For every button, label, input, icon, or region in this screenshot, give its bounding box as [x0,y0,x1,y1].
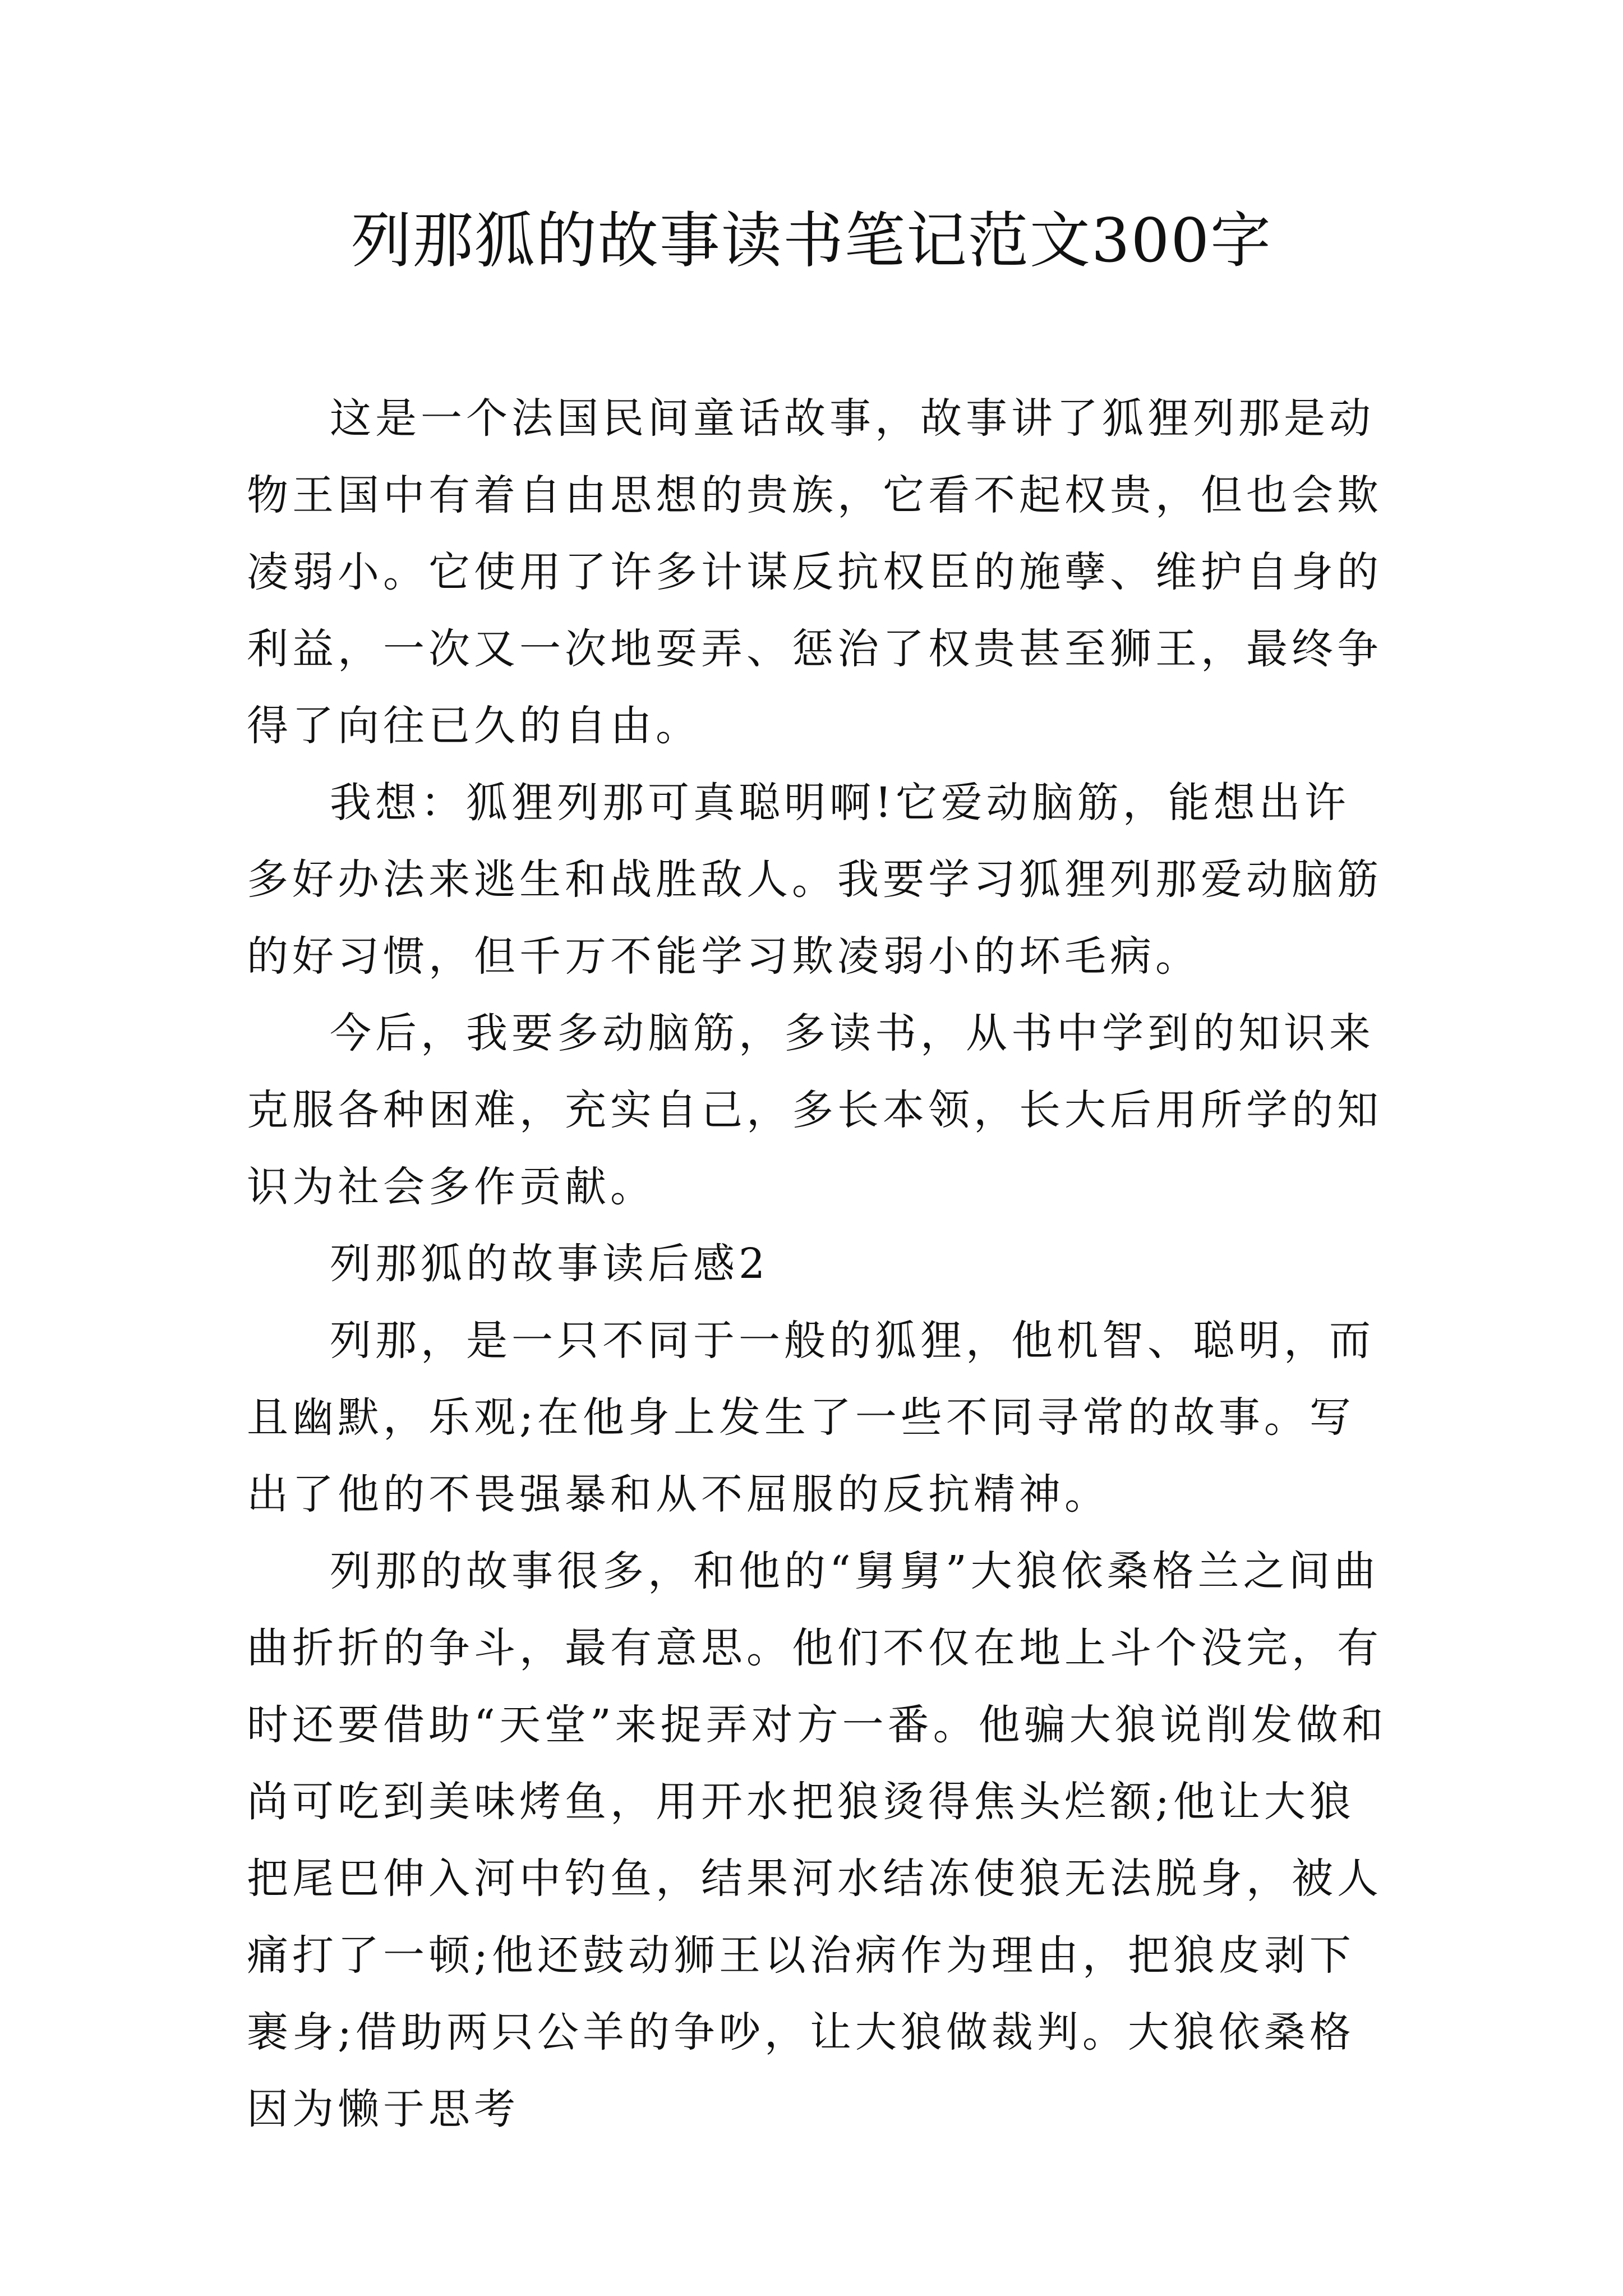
paragraph: 列那的故事很多，和他的“舅舅”大狼依桑格兰之间曲曲折折的争斗，最有意思。他们不仅在地上斗个没完，有时还要借助“天堂”来捉弄对方一番。他骗大狼说削发做和尚可吃到美味烤鱼，用开水把狼烫得焦头烂额;他让大狼把尾巴伸入河中钓鱼，结果河水结冻使狼无法脱身，被人痛打了一顿;他还鼓动狮王以治病作为理由，把狼皮剥下裹身;借助两只公羊的争吵，让大狼做裁判。大狼依桑格因为懒于思考 [247,1547,1387,2133]
paragraph: 列那，是一只不同于一般的狐狸，他机智、聪明，而且幽默，乐观;在他身上发生了一些不同寻常的故事。写出了他的不畏强暴和从不屈服的反抗精神。 [247,1317,1375,1519]
paragraph: 今后，我要多动脑筋，多读书，从书中学到的知识来克服各种困难，充实自己，多长本领，长大后用所学的知识为社会多作贡献。 [247,1009,1382,1211]
document-title: 列那狐的故事读书笔记范文300字 [351,206,1272,276]
section-heading: 列那狐的故事读后感2 [330,1240,769,1288]
paragraph: 我想：狐狸列那可真聪明啊!它爱动脑筋，能想出许多好办法来逃生和战胜敌人。我要学习狐狸列那爱动脑筋的好习惯，但千万不能学习欺凌弱小的坏毛病。 [247,779,1382,981]
document-body [247,380,1391,2148]
paragraph: 这是一个法国民间童话故事，故事讲了狐狸列那是动物王国中有着自由思想的贵族，它看不起权贵，但也会欺凌弱小。它使用了许多计谋反抗权臣的施孽、维护自身的利益，一次又一次地耍弄、惩治了权贵甚至狮王，最终争得了向往已久的自由。 [247,394,1382,750]
